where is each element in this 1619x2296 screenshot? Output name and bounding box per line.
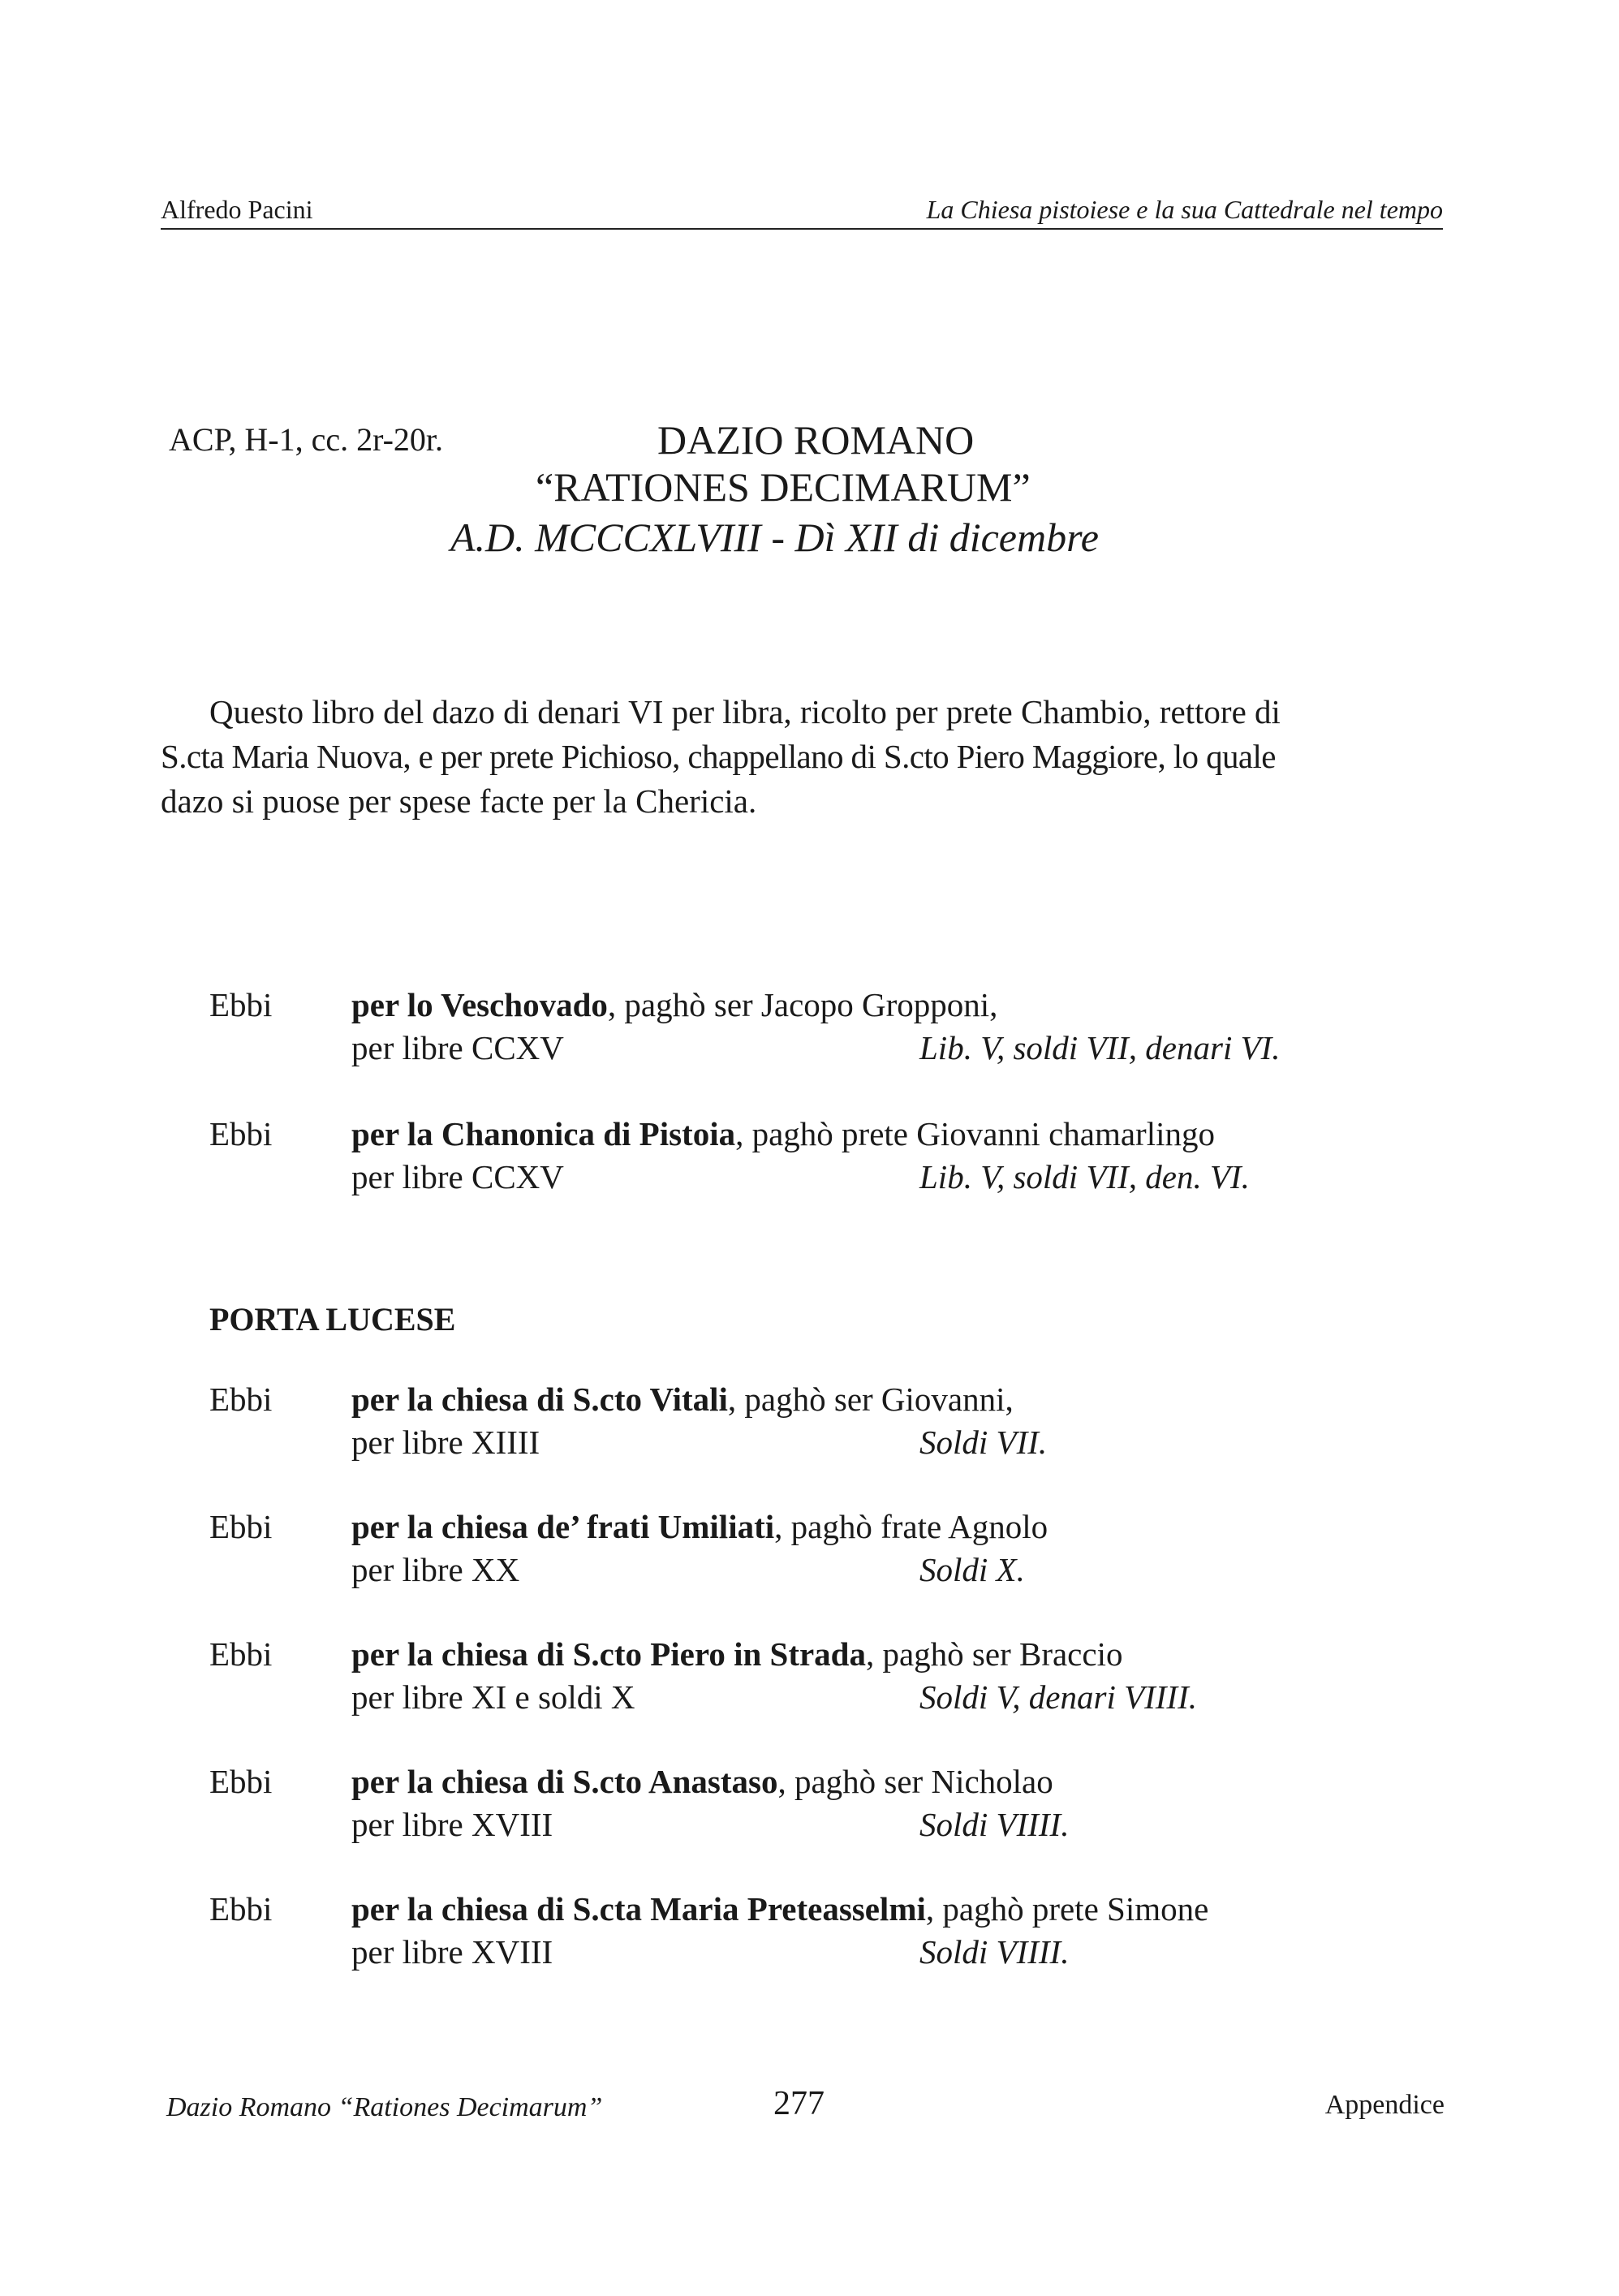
entry-label: Ebbi xyxy=(209,1381,273,1418)
ledger-entry xyxy=(0,1507,1619,1596)
entry-description xyxy=(351,1114,1215,1153)
entry-label: Ebbi xyxy=(209,986,273,1023)
header-author: Alfredo Pacini xyxy=(161,195,313,224)
entry-church: per la chiesa de’ frati Umiliati xyxy=(351,1508,775,1545)
entry-amount: Soldi VII. xyxy=(919,1424,1048,1461)
page-number: 277 xyxy=(773,2085,825,2122)
entry-libre: per libre XVIII xyxy=(351,1933,553,1971)
entry-payer: , paghò prete Giovanni chamarlingo xyxy=(735,1115,1215,1152)
entry-description xyxy=(351,1635,1122,1674)
entry-description xyxy=(351,1889,1208,1928)
entry-payer: , paghò ser Jacopo Gropponi, xyxy=(607,986,998,1023)
entry-label: Ebbi xyxy=(209,1890,273,1928)
entry-payer: , paghò ser Braccio xyxy=(865,1635,1123,1673)
ledger-entry xyxy=(0,1635,1619,1724)
entry-label: Ebbi xyxy=(209,1635,273,1673)
entry-libre: per libre CCXV xyxy=(351,1158,564,1195)
entry-payer: , paghò frate Agnolo xyxy=(774,1508,1048,1545)
archive-reference: ACP, H-1, cc. 2r-20r. xyxy=(169,421,444,458)
entry-church: per la chiesa di S.cto Piero in Strada xyxy=(351,1635,866,1673)
intro-paragraph xyxy=(161,690,1443,824)
entry-description xyxy=(351,1380,1014,1419)
entry-church: per la chiesa di S.cta Maria Preteasselmi xyxy=(351,1890,926,1928)
entry-amount: Soldi VIIII. xyxy=(919,1806,1070,1843)
entry-label: Ebbi xyxy=(209,1508,273,1545)
footer-title: Dazio Romano “Rationes Decimarum” xyxy=(166,2092,603,2122)
entry-libre: per libre XX xyxy=(351,1551,520,1588)
footer-section: Appendice xyxy=(1324,2090,1445,2120)
ledger-entry xyxy=(0,1114,1619,1204)
entry-church: per la Chanonica di Pistoia xyxy=(351,1115,736,1152)
entry-amount: Soldi X. xyxy=(919,1551,1025,1588)
entry-church: per la chiesa di S.cto Anastaso xyxy=(351,1763,778,1800)
intro-line-2: S.cta Maria Nuova, e per prete Pichioso, chappellano di S.cto Piero Maggiore, lo quale xyxy=(161,738,1276,775)
entry-church: per lo Veschovado xyxy=(351,986,608,1023)
entry-libre: per libre XVIII xyxy=(351,1806,553,1843)
ledger-entry xyxy=(0,985,1619,1075)
title-line-2: “RATIONES DECIMARUM” xyxy=(536,464,1031,510)
intro-line-1: Questo libro del dazo di denari VI per libra, ricolto per prete Chambio, rettore di xyxy=(209,693,1281,730)
entry-payer: , paghò prete Simone xyxy=(925,1890,1209,1928)
entry-amount: Lib. V, soldi VII, denari VI. xyxy=(919,1029,1281,1066)
section-heading: PORTA LUCESE xyxy=(209,1301,456,1338)
entry-description xyxy=(351,1507,1048,1546)
entry-label: Ebbi xyxy=(209,1115,273,1152)
ledger-entry xyxy=(0,1380,1619,1469)
entry-amount: Soldi VIIII. xyxy=(919,1933,1070,1971)
intro-line-3: dazo si puose per spese facte per la Chericia. xyxy=(161,782,757,820)
entry-church: per la chiesa di S.cto Vitali xyxy=(351,1381,728,1418)
entry-libre: per libre XIIII xyxy=(351,1424,540,1461)
title-line-1: DAZIO ROMANO xyxy=(657,417,975,463)
entry-description xyxy=(351,1762,1053,1801)
entry-libre: per libre XI e soldi X xyxy=(351,1678,635,1716)
entry-payer: , paghò ser Giovanni, xyxy=(727,1381,1014,1418)
entry-amount: Lib. V, soldi VII, den. VI. xyxy=(919,1158,1250,1195)
ledger-entry xyxy=(0,1762,1619,1851)
title-line-3: A.D. MCCCXLVIII - Dì XII di dicembre xyxy=(450,515,1099,560)
entry-label: Ebbi xyxy=(209,1763,273,1800)
entry-description xyxy=(351,985,997,1024)
entry-payer: , paghò ser Nicholao xyxy=(777,1763,1053,1800)
header-book-title: La Chiesa pistoiese e la sua Cattedrale nel tempo xyxy=(926,195,1443,224)
entry-libre: per libre CCXV xyxy=(351,1029,564,1066)
header-rule xyxy=(161,228,1443,230)
entry-amount: Soldi V, denari VIIII. xyxy=(919,1678,1197,1716)
ledger-entry xyxy=(0,1889,1619,1979)
